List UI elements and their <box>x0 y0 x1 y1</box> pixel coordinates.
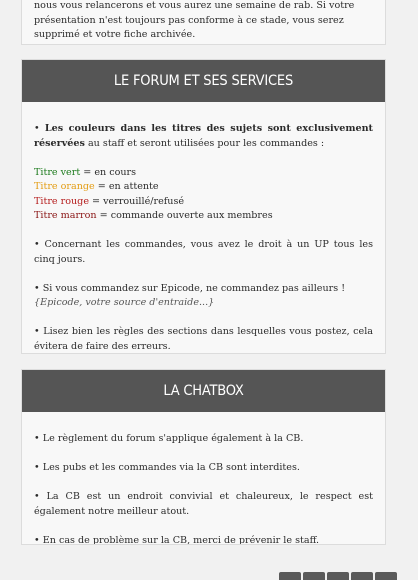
colors-rule-rest: au staff et seront utilisées pour les commandes : <box>84 137 325 149</box>
chatbox-header <box>22 370 385 412</box>
chatbox-rule <box>34 432 373 447</box>
brown-label: Titre marron <box>34 210 97 221</box>
green-label: Titre vert <box>34 166 81 178</box>
bullet: • <box>34 282 40 294</box>
red-meaning: = verrouillé/refusé <box>89 195 185 207</box>
page-button[interactable] <box>351 572 373 580</box>
bullet: • <box>34 491 40 502</box>
page-button[interactable] <box>375 572 397 580</box>
presentation-text-line: nous vous relancerons et vous aurez une semaine de rab. Si votre <box>34 0 355 11</box>
commands-rule <box>34 238 373 267</box>
colors-rule <box>34 122 373 151</box>
chatbox-rule-text: Le règlement du forum s'applique également à la CB. <box>42 433 304 444</box>
orange-meaning: = en attente <box>94 181 159 192</box>
red-label: Titre rouge <box>34 195 89 207</box>
color-legend-red <box>34 195 373 210</box>
chatbox-panel <box>21 369 386 545</box>
color-legend-orange <box>34 180 373 195</box>
chatbox-rule-text: En cas de problème sur la CB, merci de prévenir le staff. <box>42 534 320 545</box>
pagination-bar <box>279 572 397 580</box>
forum-services-header <box>22 60 385 102</box>
forum-services-body <box>22 102 385 354</box>
forum-services-title: LE FORUM ET SES SERVICES <box>113 73 294 89</box>
bullet: • <box>34 534 40 545</box>
chatbox-body <box>22 412 385 545</box>
bullet: • <box>34 239 40 250</box>
sections-text: Lisez bien les règles des sections dans lesquelles vous postez, cela évitera de faire des erreurs. <box>34 326 373 352</box>
forum-services-panel <box>21 59 386 354</box>
color-legend-brown <box>34 209 373 224</box>
page-button[interactable] <box>279 572 301 580</box>
bullet: • <box>34 433 40 444</box>
sections-rule <box>34 325 373 354</box>
green-meaning: = en cours <box>80 166 137 178</box>
epicode-tagline: {Epicode, votre source d'entraide...} <box>34 297 215 308</box>
chatbox-rule-text: Les pubs et les commandes via la CB sont interdites. <box>42 462 300 473</box>
chatbox-title: LA CHATBOX <box>163 383 244 399</box>
bullet: • <box>34 326 40 337</box>
page-button[interactable] <box>327 572 349 580</box>
colors-rule-bold: Les couleurs dans les titres des sujets sont exclusivement réservées <box>34 123 373 149</box>
color-legend-green <box>34 166 373 181</box>
presentation-rules-panel <box>21 0 386 45</box>
presentation-text-line: présentation n'est toujours pas conforme à ce stade, vous serez <box>34 14 344 26</box>
chatbox-rule <box>34 490 373 519</box>
bullet: • <box>34 462 40 473</box>
chatbox-rule-text: La CB est un endroit convivial et chaleureux, le respect est également notre meilleur atout. <box>34 491 373 517</box>
presentation-text-line: supprimé et votre fiche archivée. <box>34 29 196 40</box>
epicode-rule <box>34 282 373 297</box>
epicode-text: Si vous commandez sur Epicode, ne commandez pas ailleurs ! <box>42 282 346 294</box>
bullet: • <box>34 123 40 134</box>
chatbox-rule <box>34 534 373 546</box>
brown-meaning: = commande ouverte aux membres <box>96 210 273 221</box>
commands-text: Concernant les commandes, vous avez le droit à un UP tous les cinq jours. <box>34 239 373 265</box>
chatbox-rule <box>34 461 373 476</box>
orange-label: Titre orange <box>34 181 95 192</box>
page-button[interactable] <box>303 572 325 580</box>
